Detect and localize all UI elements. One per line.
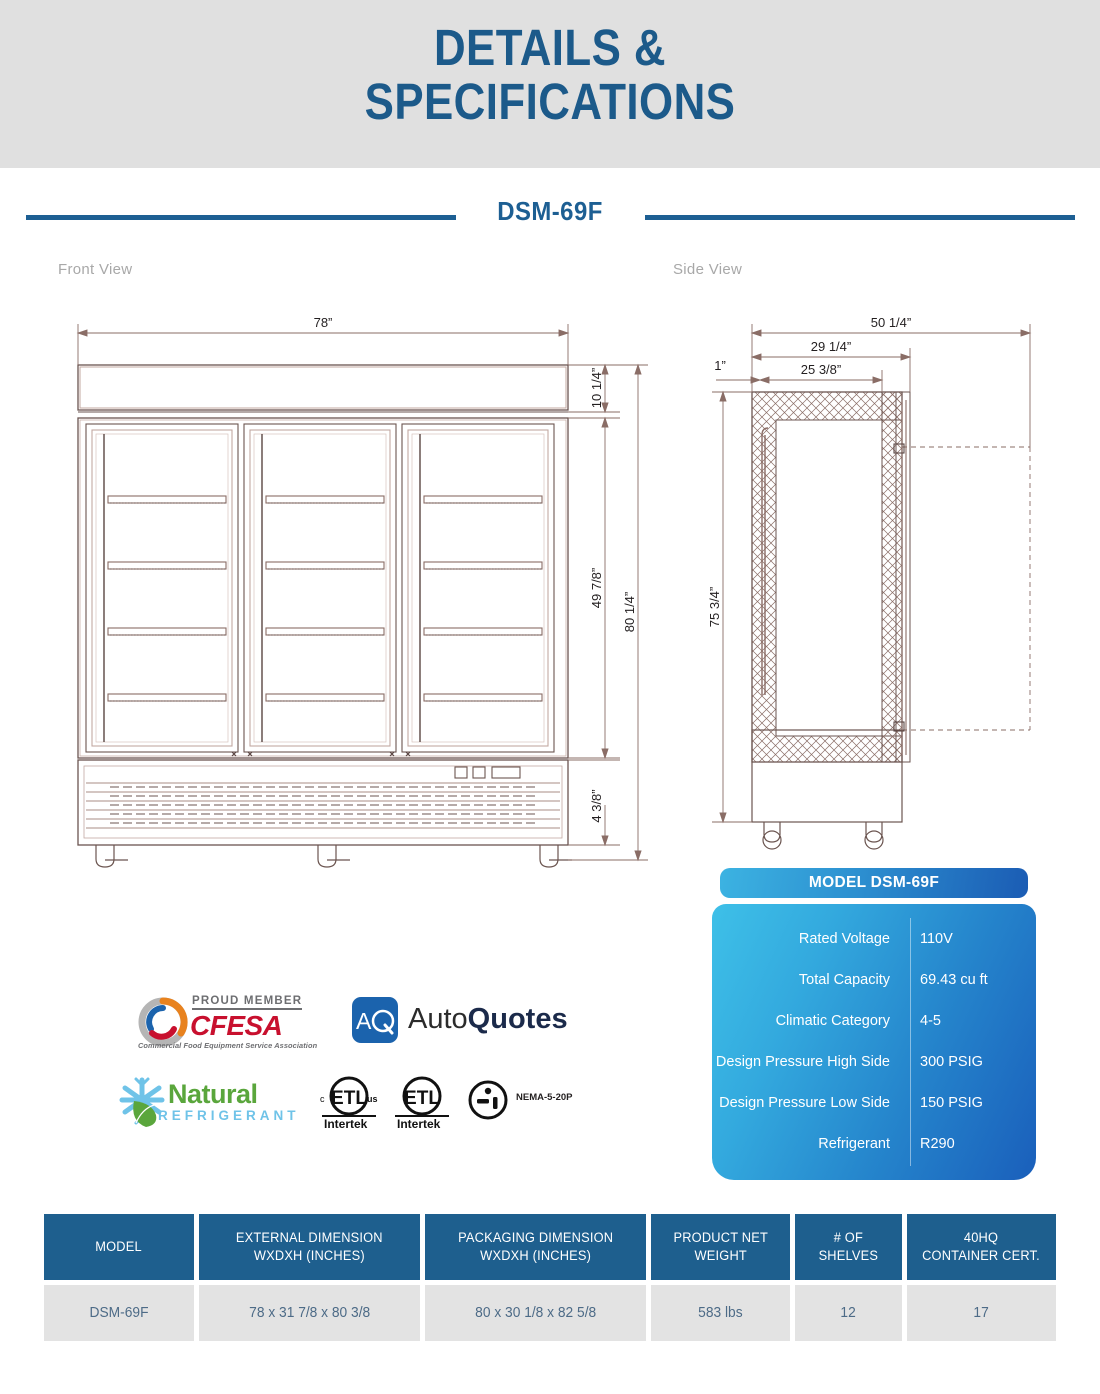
td-packaging-value: 80 x 30 1/8 x 82 5/8: [474, 1305, 597, 1321]
nema-plug-logo: [466, 1078, 586, 1122]
th-weight-line2: WEIGHT: [694, 1248, 747, 1263]
svg-text:ETL: ETL: [404, 1088, 440, 1109]
dim-door-offset: 1”: [714, 358, 726, 373]
autoquotes-logo: [352, 997, 582, 1047]
spec-row-refrigerant: [712, 1123, 1036, 1164]
natural-refrigerant-line2: REFRIGERANT: [158, 1108, 300, 1123]
etl-prefix-c: c: [320, 1094, 325, 1104]
th-external-line2: WXDXH (INCHES): [254, 1248, 365, 1263]
dim-base-height: 4 3/8”: [589, 789, 604, 823]
spec-value-pressure-high: 300 PSIG: [920, 1053, 983, 1070]
th-model-line1: MODEL: [95, 1238, 143, 1254]
spec-row-capacity: [712, 959, 1036, 1000]
front-view-label: Front View: [58, 261, 133, 278]
etl-left-caption: Intertek: [324, 1117, 368, 1131]
spec-value-pressure-low: 150 PSIG: [920, 1094, 983, 1111]
td-shelves: [795, 1285, 902, 1341]
spec-label-pressure-low: Design Pressure Low Side: [719, 1094, 890, 1111]
th-external-line1: EXTERNAL DIMENSION: [236, 1229, 383, 1245]
autoquotes-word2: Quotes: [467, 1003, 568, 1035]
cfesa-logo: [138, 993, 328, 1051]
natural-refrigerant-logo: [112, 1075, 312, 1133]
td-external-value: 78 x 31 7/8 x 80 3/8: [248, 1305, 371, 1321]
svg-text:ETL: ETL: [331, 1088, 367, 1109]
spec-value-voltage: 110V: [920, 930, 953, 947]
aq-glyph-icon: [352, 997, 398, 1043]
spec-value-climatic: 4-5: [920, 1012, 941, 1029]
spec-label-voltage: Rated Voltage: [798, 930, 890, 947]
dim-width-overall: 78”: [313, 315, 333, 330]
spec-card-header: MODEL DSM-69F: [720, 868, 1028, 898]
cfesa-proud-member: PROUD MEMBER: [192, 995, 302, 1010]
th-shelves-line1: # OF: [833, 1229, 864, 1245]
td-container-value: 17: [973, 1305, 990, 1321]
dim-door-height: 49 7/8”: [589, 567, 604, 609]
spec-label-capacity: Total Capacity: [798, 971, 890, 988]
etl-intertek-left-logo: [316, 1076, 382, 1132]
th-weight-line1: PRODUCT NET: [673, 1229, 768, 1245]
cfesa-tagline: Commercial Food Equipment Service Association: [138, 1041, 318, 1050]
model-name: DSM-69F: [497, 196, 603, 226]
cfesa-name: CFESA: [190, 1010, 283, 1041]
autoquotes-wordmark: [408, 1003, 568, 1036]
specifications-table: [44, 1214, 1056, 1341]
spec-value-refrigerant: R290: [920, 1135, 955, 1152]
spec-card-body: [712, 904, 1036, 1180]
page-title-line2: SPECIFICATIONS: [364, 73, 736, 131]
th-container-line2: CONTAINER CERT.: [922, 1248, 1041, 1263]
td-model-value: DSM-69F: [89, 1305, 149, 1321]
th-packaging-dimension: [425, 1214, 646, 1280]
etl-mark-right-icon: [392, 1076, 452, 1116]
th-container-cert: [907, 1214, 1056, 1280]
th-packaging-line1: PACKAGING DIMENSION: [457, 1229, 614, 1245]
spec-label-climatic: Climatic Category: [775, 1012, 890, 1029]
dim-total-height: 80 1/4”: [622, 591, 637, 633]
etl-mark-left-icon: [316, 1076, 382, 1116]
td-shelves-value: 12: [840, 1305, 857, 1321]
spec-label-refrigerant: Refrigerant: [818, 1135, 890, 1152]
spec-row-pressure-high: [712, 1041, 1036, 1082]
side-view-label: Side View: [673, 261, 743, 278]
etl-right-caption: Intertek: [397, 1117, 441, 1131]
front-view-svg: [0, 300, 670, 900]
front-view-drawing: [0, 300, 670, 900]
table-header-row: [44, 1214, 1056, 1280]
th-shelves-line2: SHELVES: [818, 1248, 879, 1263]
spec-row-voltage: [712, 918, 1036, 959]
autoquotes-word1: Auto: [408, 1003, 468, 1035]
th-packaging-line2: WXDXH (INCHES): [479, 1248, 591, 1263]
table-row: [44, 1285, 1056, 1341]
dim-depth-door-open: 50 1/4”: [870, 315, 912, 330]
th-shelves: [795, 1214, 902, 1280]
model-divider: [0, 196, 1100, 240]
dim-canopy-height: 10 1/4”: [589, 367, 604, 409]
th-container-line1: 40HQ: [964, 1229, 999, 1245]
dim-cabinet-height: 75 3/4”: [707, 586, 722, 628]
certification-logos: [0, 975, 700, 1155]
dim-depth-overall: 29 1/4”: [810, 339, 852, 354]
autoquotes-mark-icon: [352, 997, 398, 1043]
th-model: [44, 1214, 194, 1280]
page-title-line1: DETAILS &: [433, 19, 667, 76]
td-weight-value: 583 lbs: [698, 1305, 743, 1321]
page-title: [0, 19, 1100, 131]
side-view-drawing: [690, 300, 1090, 880]
td-net-weight: [651, 1285, 790, 1341]
th-net-weight: [651, 1214, 790, 1280]
etl-intertek-right-logo: [392, 1076, 452, 1132]
natural-refrigerant-line1: Natural: [168, 1079, 258, 1109]
spec-card: [712, 868, 1036, 1180]
cfesa-swirl-icon: [138, 997, 188, 1047]
th-external-dimension: [199, 1214, 420, 1280]
dim-cabinet-depth: 25 3/8”: [800, 362, 842, 377]
td-external-dimension: [199, 1285, 420, 1341]
spec-row-climatic: [712, 1000, 1036, 1041]
td-container-cert: [907, 1285, 1056, 1341]
etl-suffix-us: us: [367, 1094, 378, 1104]
spec-label-pressure-high: Design Pressure High Side: [715, 1053, 890, 1070]
nema-plug-icon: [466, 1078, 510, 1122]
spec-row-pressure-low: [712, 1082, 1036, 1123]
svg-text:A: A: [356, 1008, 372, 1034]
side-view-svg: [690, 300, 1090, 880]
td-packaging-dimension: [425, 1285, 646, 1341]
nema-label: NEMA-5-20P: [516, 1092, 573, 1103]
td-model: [44, 1285, 194, 1341]
spec-value-capacity: 69.43 cu ft: [920, 971, 988, 988]
